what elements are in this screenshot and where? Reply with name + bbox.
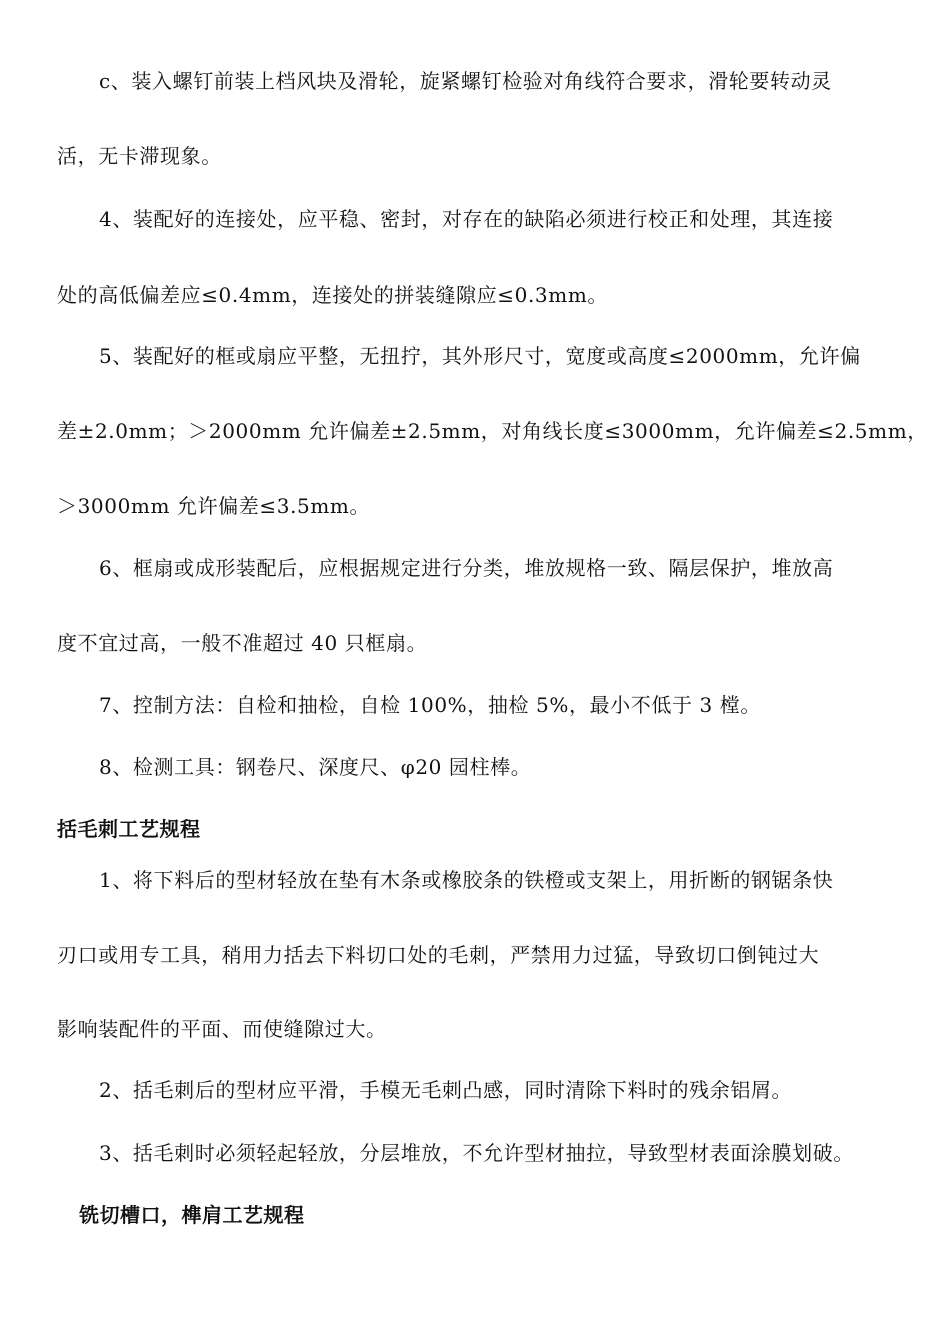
paragraph-line: 刃口或用专工具，稍用力括去下料切口处的毛刺，严禁用力过猛，导致切口倒钝过大	[57, 943, 820, 967]
paragraph-line: 影响装配件的平面、而使缝隙过大。	[57, 1017, 387, 1041]
paragraph-line: 7、控制方法：自检和抽检，自检 100%，抽检 5%，最小不低于 3 樘。	[99, 693, 761, 717]
paragraph-line: 5、装配好的框或扇应平整，无扭拧，其外形尺寸，宽度或高度≤2000mm，允许偏	[99, 344, 861, 368]
paragraph-line: 6、框扇或成形装配后，应根据规定进行分类，堆放规格一致、隔层保护，堆放高	[99, 556, 834, 580]
paragraph-line: 8、检测工具：钢卷尺、深度尺、φ20 园柱棒。	[99, 755, 532, 779]
section-heading-deburr: 括毛刺工艺规程	[57, 817, 201, 841]
paragraph-line: 2、括毛刺后的型材应平滑，手模无毛刺凸感，同时清除下料时的残余铝屑。	[99, 1078, 793, 1102]
paragraph-line: 处的高低偏差应≤0.4mm，连接处的拼装缝隙应≤0.3mm。	[57, 283, 608, 307]
paragraph-line: ＞3000mm 允许偏差≤3.5mm。	[57, 494, 371, 518]
paragraph-line: 度不宜过高，一般不准超过 40 只框扇。	[57, 631, 428, 655]
paragraph-line: 活，无卡滞现象。	[57, 144, 222, 168]
paragraph-line: 3、括毛刺时必须轻起轻放，分层堆放，不允许型材抽拉，导致型材表面涂膜划破。	[99, 1141, 854, 1165]
section-heading-milling: 铣切槽口，榫肩工艺规程	[79, 1203, 305, 1227]
paragraph-line: 4、装配好的连接处，应平稳、密封，对存在的缺陷必须进行校正和处理，其连接	[99, 207, 834, 231]
paragraph-line: 差±2.0mm；＞2000mm 允许偏差±2.5mm，对角线长度≤3000mm，允许偏差≤2.5mm，	[57, 419, 928, 443]
paragraph-line: 1、将下料后的型材轻放在垫有木条或橡胶条的铁橙或支架上，用折断的钢锯条快	[99, 868, 834, 892]
paragraph-line: c、装入螺钉前装上档风块及滑轮，旋紧螺钉检验对角线符合要求，滑轮要转动灵	[99, 69, 832, 93]
